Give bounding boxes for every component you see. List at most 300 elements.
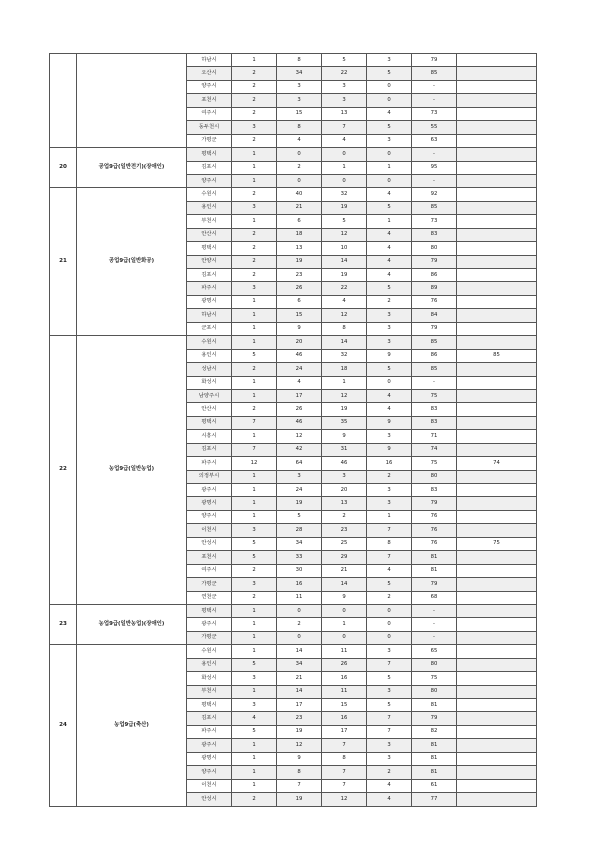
- count-cell: 3: [232, 699, 277, 712]
- cutoff-cell: 81: [412, 766, 457, 779]
- applicants-cell: 15: [277, 309, 322, 322]
- extra-cutoff-cell: [457, 295, 537, 308]
- takers-cell: 8: [322, 752, 367, 765]
- region-cell: 광명시: [187, 295, 232, 308]
- cutoff-cell: -: [412, 604, 457, 617]
- takers-cell: 19: [322, 403, 367, 416]
- applicants-cell: 24: [277, 363, 322, 376]
- takers-cell: 20: [322, 484, 367, 497]
- cutoff-cell: 73: [412, 215, 457, 228]
- applicants-cell: 6: [277, 295, 322, 308]
- cutoff-cell: -: [412, 148, 457, 161]
- applicants-cell: 34: [277, 658, 322, 671]
- extra-cutoff-cell: [457, 134, 537, 147]
- takers-cell: 0: [322, 174, 367, 187]
- takers-cell: 26: [322, 658, 367, 671]
- extra-cutoff-cell: [457, 188, 537, 201]
- applicants-cell: 21: [277, 201, 322, 214]
- extra-cutoff-cell: [457, 242, 537, 255]
- region-cell: 시흥시: [187, 430, 232, 443]
- region-cell: 의정부시: [187, 470, 232, 483]
- extra-cutoff-cell: [457, 389, 537, 402]
- passed-cell: 7: [367, 725, 412, 738]
- passed-cell: 4: [367, 107, 412, 120]
- takers-cell: 0: [322, 148, 367, 161]
- group-name: [77, 54, 187, 148]
- count-cell: 2: [232, 188, 277, 201]
- extra-cutoff-cell: [457, 107, 537, 120]
- applicants-cell: 30: [277, 564, 322, 577]
- passed-cell: 4: [367, 269, 412, 282]
- extra-cutoff-cell: [457, 551, 537, 564]
- region-cell: 남양주시: [187, 389, 232, 402]
- table-row: [50, 188, 537, 201]
- region-cell: 가평군: [187, 134, 232, 147]
- extra-cutoff-cell: [457, 497, 537, 510]
- applicants-cell: 8: [277, 121, 322, 134]
- extra-cutoff-cell: [457, 148, 537, 161]
- takers-cell: 12: [322, 309, 367, 322]
- passed-cell: 9: [367, 349, 412, 362]
- region-cell: 하남시: [187, 54, 232, 67]
- cutoff-cell: 80: [412, 685, 457, 698]
- applicants-cell: 18: [277, 228, 322, 241]
- takers-cell: 3: [322, 80, 367, 93]
- takers-cell: 9: [322, 591, 367, 604]
- passed-cell: 3: [367, 134, 412, 147]
- cutoff-cell: 81: [412, 752, 457, 765]
- count-cell: 1: [232, 631, 277, 644]
- applicants-cell: 26: [277, 403, 322, 416]
- extra-cutoff-cell: [457, 645, 537, 658]
- cutoff-cell: -: [412, 94, 457, 107]
- extra-cutoff-cell: [457, 282, 537, 295]
- region-cell: 이천시: [187, 524, 232, 537]
- takers-cell: 46: [322, 457, 367, 470]
- cutoff-cell: 83: [412, 484, 457, 497]
- takers-cell: 9: [322, 430, 367, 443]
- count-cell: 1: [232, 752, 277, 765]
- count-cell: 5: [232, 658, 277, 671]
- applicants-cell: 21: [277, 672, 322, 685]
- takers-cell: 12: [322, 793, 367, 806]
- count-cell: 2: [232, 94, 277, 107]
- extra-cutoff-cell: [457, 591, 537, 604]
- region-cell: 김포시: [187, 269, 232, 282]
- takers-cell: 31: [322, 443, 367, 456]
- region-cell: 오산시: [187, 67, 232, 80]
- cutoff-cell: 76: [412, 524, 457, 537]
- extra-cutoff-cell: [457, 430, 537, 443]
- cutoff-cell: 86: [412, 349, 457, 362]
- applicants-cell: 17: [277, 699, 322, 712]
- passed-cell: 9: [367, 416, 412, 429]
- cutoff-cell: 61: [412, 779, 457, 792]
- takers-cell: 7: [322, 779, 367, 792]
- cutoff-cell: 80: [412, 658, 457, 671]
- passed-cell: 3: [367, 322, 412, 335]
- passed-cell: 0: [367, 618, 412, 631]
- count-cell: 2: [232, 228, 277, 241]
- cutoff-cell: 80: [412, 242, 457, 255]
- count-cell: 1: [232, 174, 277, 187]
- cutoff-cell: 75: [412, 672, 457, 685]
- extra-cutoff-cell: [457, 54, 537, 67]
- extra-cutoff-cell: [457, 255, 537, 268]
- cutoff-cell: 73: [412, 107, 457, 120]
- applicants-cell: 7: [277, 779, 322, 792]
- extra-cutoff-cell: [457, 215, 537, 228]
- takers-cell: 7: [322, 739, 367, 752]
- applicants-cell: 11: [277, 591, 322, 604]
- passed-cell: 4: [367, 389, 412, 402]
- passed-cell: 4: [367, 779, 412, 792]
- table-row: [50, 148, 537, 161]
- count-cell: 7: [232, 443, 277, 456]
- passed-cell: 4: [367, 242, 412, 255]
- extra-cutoff-cell: [457, 67, 537, 80]
- region-cell: 평택시: [187, 416, 232, 429]
- cutoff-cell: 83: [412, 403, 457, 416]
- extra-cutoff-cell: [457, 618, 537, 631]
- cutoff-cell: -: [412, 174, 457, 187]
- takers-cell: 8: [322, 322, 367, 335]
- applicants-cell: 3: [277, 470, 322, 483]
- group-name: 공업9급(일반화공): [77, 188, 187, 336]
- applicants-cell: 15: [277, 107, 322, 120]
- region-cell: 평택시: [187, 699, 232, 712]
- cutoff-cell: 63: [412, 134, 457, 147]
- group-number: 22: [50, 336, 77, 605]
- region-cell: 화성시: [187, 672, 232, 685]
- cutoff-cell: 85: [412, 201, 457, 214]
- extra-cutoff-cell: [457, 309, 537, 322]
- passed-cell: 0: [367, 604, 412, 617]
- cutoff-cell: 81: [412, 564, 457, 577]
- count-cell: 1: [232, 618, 277, 631]
- takers-cell: 23: [322, 524, 367, 537]
- group-name: 농업9급(일반농업): [77, 336, 187, 605]
- region-cell: 안성시: [187, 537, 232, 550]
- count-cell: 1: [232, 510, 277, 523]
- takers-cell: 13: [322, 107, 367, 120]
- count-cell: 1: [232, 739, 277, 752]
- applicants-cell: 20: [277, 336, 322, 349]
- region-cell: 안성시: [187, 793, 232, 806]
- count-cell: 1: [232, 148, 277, 161]
- applicants-cell: 12: [277, 430, 322, 443]
- extra-cutoff-cell: [457, 604, 537, 617]
- applicants-cell: 19: [277, 497, 322, 510]
- takers-cell: 1: [322, 161, 367, 174]
- region-cell: 광주시: [187, 618, 232, 631]
- count-cell: 5: [232, 349, 277, 362]
- applicants-cell: 8: [277, 766, 322, 779]
- cutoff-cell: -: [412, 631, 457, 644]
- count-cell: 1: [232, 779, 277, 792]
- cutoff-cell: 65: [412, 645, 457, 658]
- applicants-cell: 28: [277, 524, 322, 537]
- region-cell: 군포시: [187, 322, 232, 335]
- applicants-cell: 64: [277, 457, 322, 470]
- takers-cell: 35: [322, 416, 367, 429]
- applicants-cell: 34: [277, 67, 322, 80]
- group-number: 21: [50, 188, 77, 336]
- extra-cutoff-cell: [457, 793, 537, 806]
- cutoff-cell: 84: [412, 309, 457, 322]
- region-cell: 가평군: [187, 578, 232, 591]
- count-cell: 1: [232, 497, 277, 510]
- count-cell: 2: [232, 564, 277, 577]
- cutoff-cell: -: [412, 80, 457, 93]
- region-cell: 화성시: [187, 376, 232, 389]
- count-cell: 1: [232, 161, 277, 174]
- extra-cutoff-cell: [457, 174, 537, 187]
- region-cell: 용인시: [187, 349, 232, 362]
- count-cell: 1: [232, 215, 277, 228]
- count-cell: 3: [232, 282, 277, 295]
- extra-cutoff-cell: [457, 699, 537, 712]
- region-cell: 동두천시: [187, 121, 232, 134]
- passed-cell: 3: [367, 497, 412, 510]
- passed-cell: 3: [367, 645, 412, 658]
- extra-cutoff-cell: [457, 336, 537, 349]
- passed-cell: 0: [367, 80, 412, 93]
- extra-cutoff-cell: [457, 363, 537, 376]
- applicants-cell: 23: [277, 269, 322, 282]
- region-cell: 여주시: [187, 107, 232, 120]
- count-cell: 2: [232, 80, 277, 93]
- takers-cell: 16: [322, 712, 367, 725]
- extra-cutoff-cell: [457, 161, 537, 174]
- region-cell: 평택시: [187, 604, 232, 617]
- region-cell: 파주시: [187, 457, 232, 470]
- cutoff-cell: 79: [412, 578, 457, 591]
- cutoff-cell: 79: [412, 712, 457, 725]
- takers-cell: 14: [322, 255, 367, 268]
- count-cell: 5: [232, 551, 277, 564]
- count-cell: 2: [232, 591, 277, 604]
- takers-cell: 4: [322, 134, 367, 147]
- passed-cell: 2: [367, 766, 412, 779]
- region-cell: 양주시: [187, 80, 232, 93]
- extra-cutoff-cell: 75: [457, 537, 537, 550]
- passed-cell: 5: [367, 363, 412, 376]
- count-cell: 1: [232, 430, 277, 443]
- applicants-cell: 0: [277, 148, 322, 161]
- applicants-cell: 6: [277, 215, 322, 228]
- count-cell: 3: [232, 524, 277, 537]
- takers-cell: 1: [322, 376, 367, 389]
- cutoff-cell: 81: [412, 551, 457, 564]
- takers-cell: 19: [322, 269, 367, 282]
- takers-cell: 16: [322, 672, 367, 685]
- extra-cutoff-cell: 74: [457, 457, 537, 470]
- passed-cell: 4: [367, 188, 412, 201]
- applicants-cell: 17: [277, 389, 322, 402]
- count-cell: 1: [232, 389, 277, 402]
- extra-cutoff-cell: [457, 524, 537, 537]
- count-cell: 2: [232, 107, 277, 120]
- count-cell: 3: [232, 201, 277, 214]
- region-cell: 부천시: [187, 685, 232, 698]
- extra-cutoff-cell: [457, 443, 537, 456]
- extra-cutoff-cell: [457, 712, 537, 725]
- region-cell: 용인시: [187, 658, 232, 671]
- passed-cell: 1: [367, 510, 412, 523]
- passed-cell: 0: [367, 94, 412, 107]
- passed-cell: 4: [367, 793, 412, 806]
- group-name: 농업9급(일반농업)(장애인): [77, 604, 187, 644]
- applicants-cell: 0: [277, 604, 322, 617]
- takers-cell: 22: [322, 67, 367, 80]
- cutoff-cell: 79: [412, 54, 457, 67]
- extra-cutoff-cell: [457, 470, 537, 483]
- applicants-cell: 34: [277, 537, 322, 550]
- count-cell: 2: [232, 67, 277, 80]
- passed-cell: 0: [367, 174, 412, 187]
- applicants-cell: 4: [277, 376, 322, 389]
- count-cell: 4: [232, 712, 277, 725]
- count-cell: 1: [232, 309, 277, 322]
- takers-cell: 25: [322, 537, 367, 550]
- cutoff-cell: 76: [412, 537, 457, 550]
- extra-cutoff-cell: [457, 228, 537, 241]
- takers-cell: 32: [322, 188, 367, 201]
- count-cell: 12: [232, 457, 277, 470]
- passed-cell: 7: [367, 712, 412, 725]
- passed-cell: 2: [367, 295, 412, 308]
- count-cell: 5: [232, 537, 277, 550]
- cutoff-cell: 95: [412, 161, 457, 174]
- extra-cutoff-cell: [457, 779, 537, 792]
- extra-cutoff-cell: [457, 322, 537, 335]
- cutoff-cell: 92: [412, 188, 457, 201]
- region-cell: 포천시: [187, 551, 232, 564]
- cutoff-cell: 83: [412, 416, 457, 429]
- passed-cell: 4: [367, 255, 412, 268]
- region-cell: 하남시: [187, 309, 232, 322]
- region-cell: 여주시: [187, 564, 232, 577]
- cutoff-cell: 76: [412, 510, 457, 523]
- region-cell: 광주시: [187, 739, 232, 752]
- passed-cell: 5: [367, 699, 412, 712]
- passed-cell: 7: [367, 524, 412, 537]
- extra-cutoff-cell: [457, 631, 537, 644]
- cutoff-cell: 75: [412, 389, 457, 402]
- passed-cell: 3: [367, 430, 412, 443]
- region-cell: 연천군: [187, 591, 232, 604]
- applicants-cell: 23: [277, 712, 322, 725]
- table-row: [50, 54, 537, 67]
- recruitment-results-table: [49, 53, 537, 807]
- count-cell: 1: [232, 484, 277, 497]
- passed-cell: 3: [367, 309, 412, 322]
- cutoff-cell: 85: [412, 363, 457, 376]
- cutoff-cell: 55: [412, 121, 457, 134]
- applicants-cell: 9: [277, 322, 322, 335]
- applicants-cell: 13: [277, 242, 322, 255]
- extra-cutoff-cell: 85: [457, 349, 537, 362]
- passed-cell: 9: [367, 443, 412, 456]
- table-row: [50, 645, 537, 658]
- extra-cutoff-cell: [457, 752, 537, 765]
- applicants-cell: 2: [277, 161, 322, 174]
- applicants-cell: 3: [277, 94, 322, 107]
- passed-cell: 3: [367, 685, 412, 698]
- passed-cell: 7: [367, 551, 412, 564]
- passed-cell: 4: [367, 403, 412, 416]
- cutoff-cell: 82: [412, 725, 457, 738]
- extra-cutoff-cell: [457, 121, 537, 134]
- count-cell: 2: [232, 255, 277, 268]
- applicants-cell: 33: [277, 551, 322, 564]
- region-cell: 부천시: [187, 215, 232, 228]
- region-cell: 김포시: [187, 161, 232, 174]
- passed-cell: 8: [367, 537, 412, 550]
- extra-cutoff-cell: [457, 510, 537, 523]
- takers-cell: 0: [322, 604, 367, 617]
- takers-cell: 11: [322, 645, 367, 658]
- region-cell: 안산시: [187, 403, 232, 416]
- region-cell: 양주시: [187, 174, 232, 187]
- region-cell: 이천시: [187, 779, 232, 792]
- takers-cell: 10: [322, 242, 367, 255]
- extra-cutoff-cell: [457, 403, 537, 416]
- takers-cell: 4: [322, 295, 367, 308]
- takers-cell: 3: [322, 94, 367, 107]
- extra-cutoff-cell: [457, 739, 537, 752]
- applicants-cell: 26: [277, 282, 322, 295]
- takers-cell: 12: [322, 389, 367, 402]
- passed-cell: 5: [367, 201, 412, 214]
- applicants-cell: 19: [277, 793, 322, 806]
- region-cell: 평택시: [187, 148, 232, 161]
- passed-cell: 5: [367, 121, 412, 134]
- passed-cell: 4: [367, 564, 412, 577]
- table-body: [50, 54, 537, 807]
- count-cell: 1: [232, 766, 277, 779]
- extra-cutoff-cell: [457, 201, 537, 214]
- applicants-cell: 3: [277, 80, 322, 93]
- passed-cell: 5: [367, 282, 412, 295]
- takers-cell: 11: [322, 685, 367, 698]
- takers-cell: 17: [322, 725, 367, 738]
- cutoff-cell: 86: [412, 269, 457, 282]
- region-cell: 성남시: [187, 363, 232, 376]
- cutoff-cell: 85: [412, 336, 457, 349]
- count-cell: 1: [232, 295, 277, 308]
- passed-cell: 0: [367, 376, 412, 389]
- region-cell: 광주시: [187, 484, 232, 497]
- passed-cell: 1: [367, 161, 412, 174]
- passed-cell: 0: [367, 148, 412, 161]
- passed-cell: 4: [367, 228, 412, 241]
- takers-cell: 32: [322, 349, 367, 362]
- count-cell: 5: [232, 725, 277, 738]
- region-cell: 광명시: [187, 497, 232, 510]
- count-cell: 2: [232, 269, 277, 282]
- cutoff-cell: 74: [412, 443, 457, 456]
- region-cell: 파주시: [187, 725, 232, 738]
- cutoff-cell: 81: [412, 699, 457, 712]
- group-number: 23: [50, 604, 77, 644]
- group-number: 24: [50, 645, 77, 806]
- cutoff-cell: 81: [412, 739, 457, 752]
- cutoff-cell: 77: [412, 793, 457, 806]
- applicants-cell: 2: [277, 618, 322, 631]
- applicants-cell: 14: [277, 685, 322, 698]
